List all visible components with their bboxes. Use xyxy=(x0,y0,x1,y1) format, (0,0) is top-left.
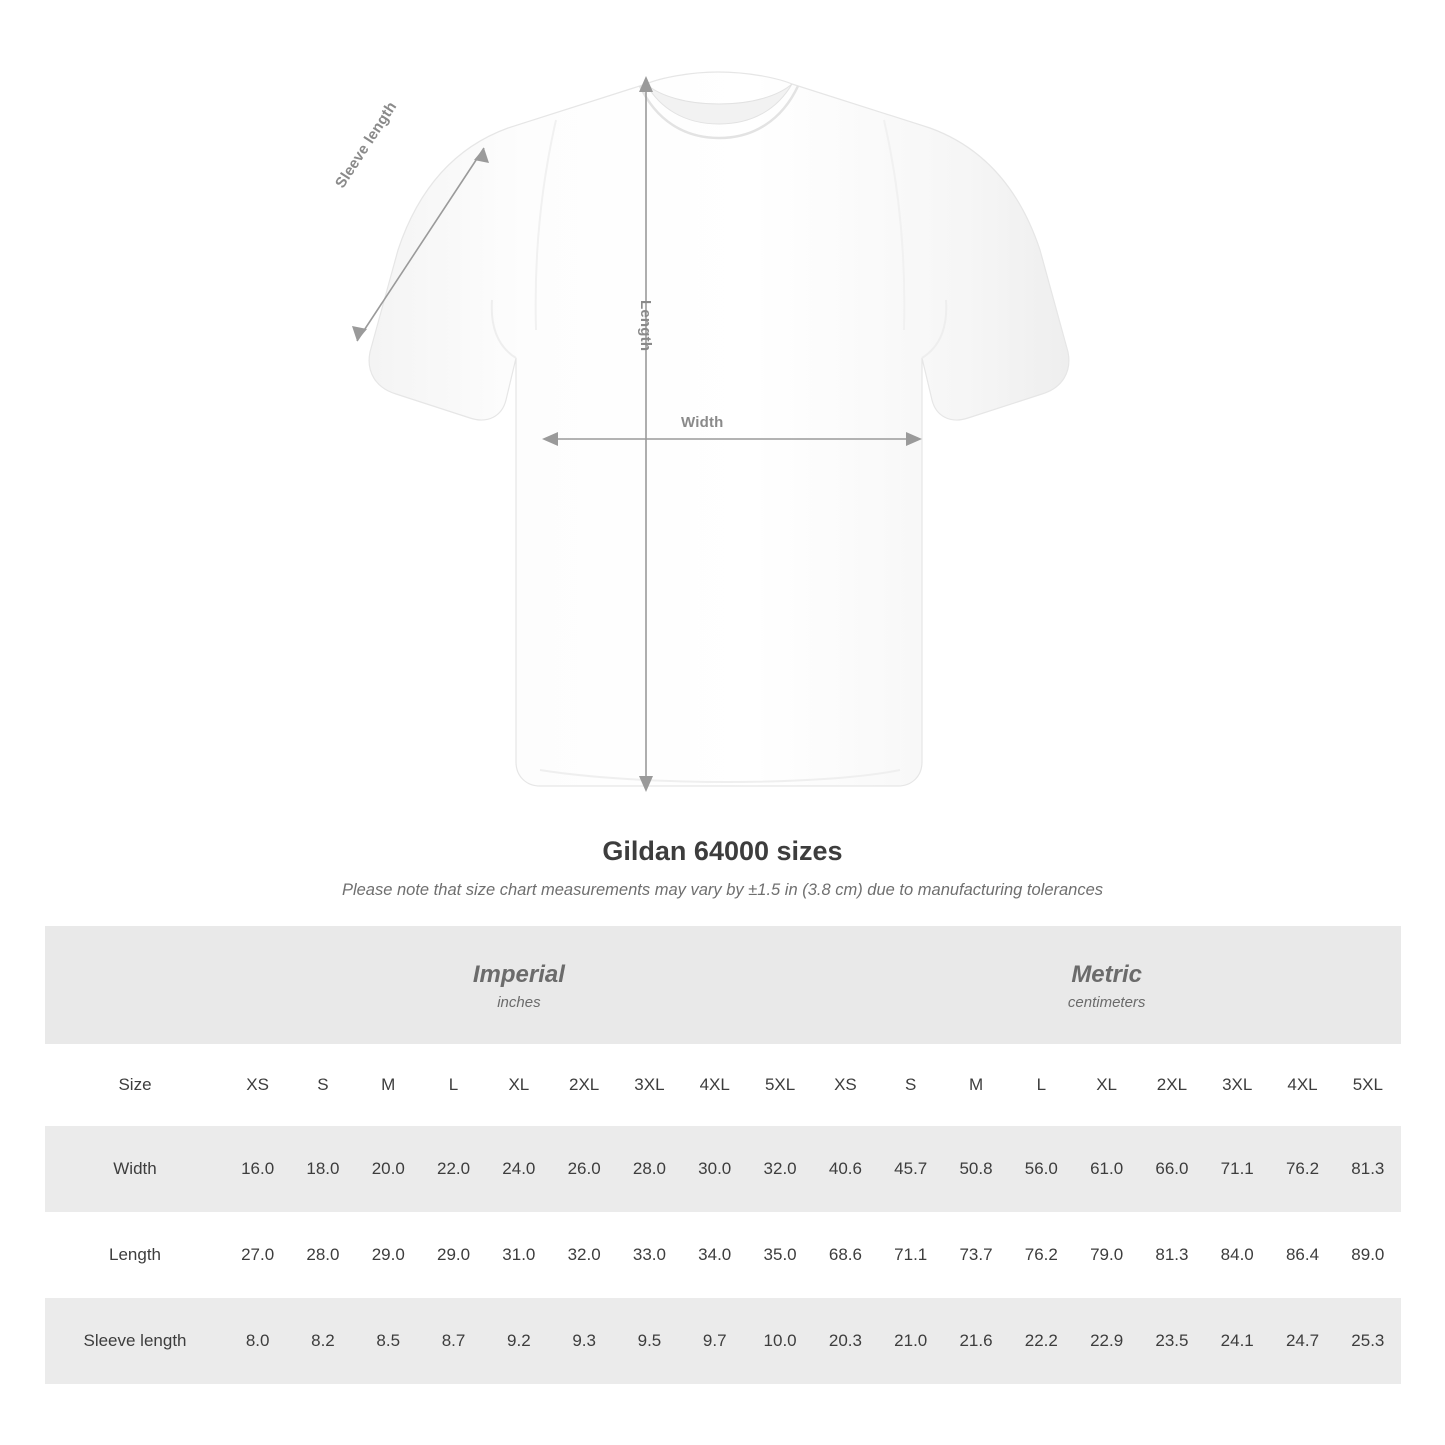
table-row xyxy=(45,1212,1401,1298)
cell-sleeve-14: 23.5 xyxy=(1139,1298,1204,1384)
unit-name-metric: Metric xyxy=(1071,960,1142,988)
unit-sub-imperial: inches xyxy=(497,993,541,1011)
size-col-8: 5XL xyxy=(747,1044,812,1126)
unit-header-spacer xyxy=(45,926,225,1044)
cell-length-12: 76.2 xyxy=(1009,1212,1074,1298)
unit-header-imperial xyxy=(225,926,813,1044)
unit-name-imperial: Imperial xyxy=(472,960,565,988)
cell-width-14: 66.0 xyxy=(1139,1126,1204,1212)
cell-length-10: 71.1 xyxy=(878,1212,943,1298)
page-title: Gildan 64000 sizes xyxy=(602,836,843,866)
width-label: Width xyxy=(681,414,724,431)
cell-length-1: 28.0 xyxy=(290,1212,355,1298)
size-col-14: 2XL xyxy=(1139,1044,1204,1126)
size-header-row xyxy=(45,1044,1401,1126)
cell-length-9: 68.6 xyxy=(813,1212,878,1298)
size-col-7: 4XL xyxy=(682,1044,747,1126)
cell-length-15: 84.0 xyxy=(1205,1212,1270,1298)
table-row xyxy=(45,1298,1401,1384)
row-label-length: Length xyxy=(45,1212,225,1298)
size-col-3: L xyxy=(421,1044,486,1126)
cell-sleeve-15: 24.1 xyxy=(1205,1298,1270,1384)
size-col-15: 3XL xyxy=(1205,1044,1270,1126)
table-row xyxy=(45,1126,1401,1212)
cell-sleeve-2: 8.5 xyxy=(356,1298,421,1384)
cell-sleeve-3: 8.7 xyxy=(421,1298,486,1384)
cell-width-11: 50.8 xyxy=(943,1126,1008,1212)
cell-sleeve-0: 8.0 xyxy=(225,1298,290,1384)
cell-sleeve-17: 25.3 xyxy=(1335,1298,1400,1384)
cell-length-14: 81.3 xyxy=(1139,1212,1204,1298)
cell-length-4: 31.0 xyxy=(486,1212,551,1298)
cell-width-17: 81.3 xyxy=(1335,1126,1400,1212)
cell-length-5: 32.0 xyxy=(551,1212,616,1298)
row-label-sleeve-length: Sleeve length xyxy=(45,1298,225,1384)
cell-length-8: 35.0 xyxy=(747,1212,812,1298)
cell-length-0: 27.0 xyxy=(225,1212,290,1298)
cell-sleeve-4: 9.2 xyxy=(486,1298,551,1384)
cell-sleeve-8: 10.0 xyxy=(747,1298,812,1384)
size-table xyxy=(45,926,1401,1384)
length-label: Length xyxy=(637,300,654,352)
cell-sleeve-9: 20.3 xyxy=(813,1298,878,1384)
cell-width-10: 45.7 xyxy=(878,1126,943,1212)
cell-width-4: 24.0 xyxy=(486,1126,551,1212)
cell-width-9: 40.6 xyxy=(813,1126,878,1212)
unit-header-metric xyxy=(813,926,1401,1044)
cell-length-3: 29.0 xyxy=(421,1212,486,1298)
cell-sleeve-6: 9.5 xyxy=(617,1298,682,1384)
cell-length-17: 89.0 xyxy=(1335,1212,1400,1298)
size-col-11: M xyxy=(943,1044,1008,1126)
cell-width-1: 18.0 xyxy=(290,1126,355,1212)
size-col-17: 5XL xyxy=(1335,1044,1400,1126)
sleeve-length-label: Sleeve length xyxy=(332,98,401,192)
unit-header-row xyxy=(45,926,1401,1044)
cell-width-8: 32.0 xyxy=(747,1126,812,1212)
size-col-16: 4XL xyxy=(1270,1044,1335,1126)
size-col-10: S xyxy=(878,1044,943,1126)
size-col-1: S xyxy=(290,1044,355,1126)
cell-width-16: 76.2 xyxy=(1270,1126,1335,1212)
title-block xyxy=(0,836,1445,900)
cell-width-13: 61.0 xyxy=(1074,1126,1139,1212)
cell-length-13: 79.0 xyxy=(1074,1212,1139,1298)
cell-length-2: 29.0 xyxy=(356,1212,421,1298)
cell-width-5: 26.0 xyxy=(551,1126,616,1212)
cell-sleeve-13: 22.9 xyxy=(1074,1298,1139,1384)
size-col-12: L xyxy=(1009,1044,1074,1126)
cell-length-11: 73.7 xyxy=(943,1212,1008,1298)
tolerance-note: Please note that size chart measurements may vary by ±1.5 in (3.8 cm) due to manufacturing tolerances xyxy=(341,881,1104,899)
size-col-9: XS xyxy=(813,1044,878,1126)
cell-sleeve-7: 9.7 xyxy=(682,1298,747,1384)
size-col-2: M xyxy=(356,1044,421,1126)
cell-sleeve-12: 22.2 xyxy=(1009,1298,1074,1384)
cell-width-2: 20.0 xyxy=(356,1126,421,1212)
cell-length-6: 33.0 xyxy=(617,1212,682,1298)
size-col-13: XL xyxy=(1074,1044,1139,1126)
cell-sleeve-10: 21.0 xyxy=(878,1298,943,1384)
size-table-wrapper xyxy=(45,926,1400,1384)
cell-width-0: 16.0 xyxy=(225,1126,290,1212)
unit-sub-metric: centimeters xyxy=(1067,993,1146,1011)
cell-length-16: 86.4 xyxy=(1270,1212,1335,1298)
size-col-0: XS xyxy=(225,1044,290,1126)
cell-length-7: 34.0 xyxy=(682,1212,747,1298)
size-col-5: 2XL xyxy=(551,1044,616,1126)
cell-width-7: 30.0 xyxy=(682,1126,747,1212)
size-col-6: 3XL xyxy=(617,1044,682,1126)
size-header-label: Size xyxy=(45,1044,225,1126)
cell-width-3: 22.0 xyxy=(421,1126,486,1212)
cell-sleeve-1: 8.2 xyxy=(290,1298,355,1384)
cell-sleeve-5: 9.3 xyxy=(551,1298,616,1384)
cell-width-15: 71.1 xyxy=(1205,1126,1270,1212)
size-col-4: XL xyxy=(486,1044,551,1126)
cell-width-12: 56.0 xyxy=(1009,1126,1074,1212)
cell-sleeve-16: 24.7 xyxy=(1270,1298,1335,1384)
cell-sleeve-11: 21.6 xyxy=(943,1298,1008,1384)
row-label-width: Width xyxy=(45,1126,225,1212)
cell-width-6: 28.0 xyxy=(617,1126,682,1212)
